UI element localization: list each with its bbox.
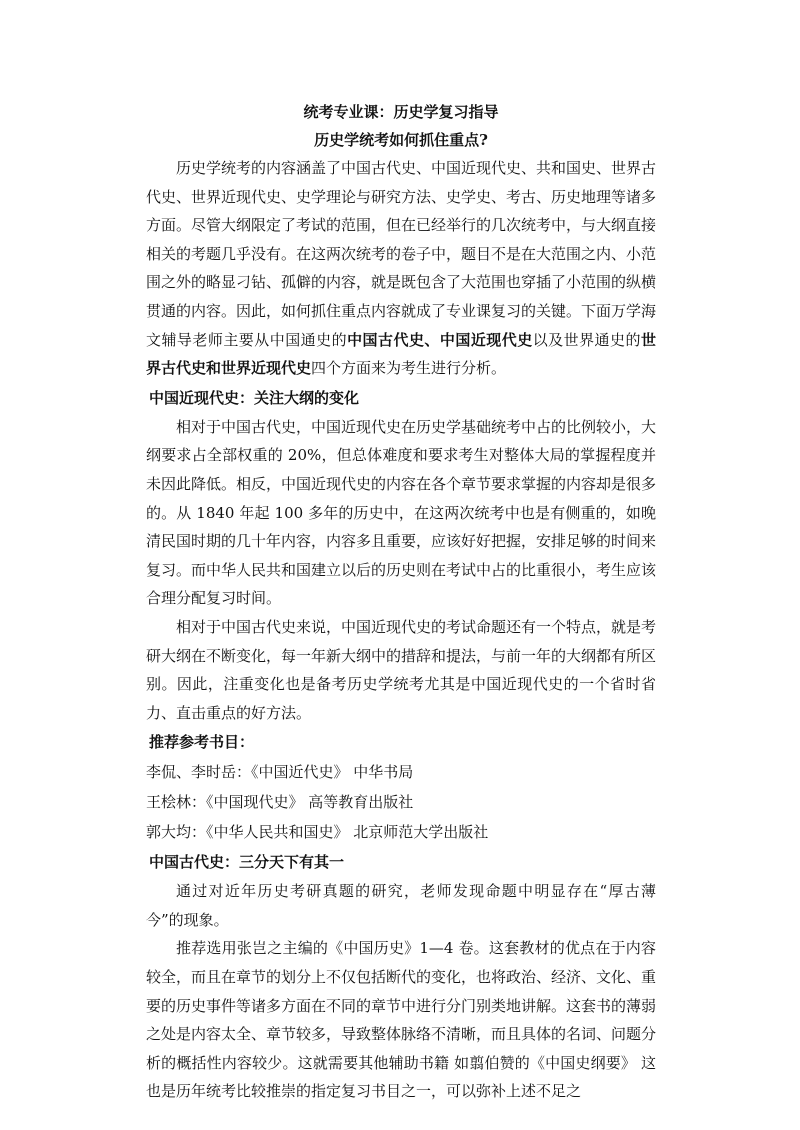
ancient-history-paragraph-1: 通过对近年历史考研真题的研究，老师发现命题中明显存在“厚古薄今”的现象。 xyxy=(146,882,656,929)
intro-bold-1: 中国古代史、中国近现代史 xyxy=(347,330,533,349)
document-title: 统考专业课：历史学复习指导 xyxy=(303,103,499,121)
book-list-item: 李侃、李时岳：《中国近代史》 中华书局 xyxy=(146,763,414,782)
book-list-item: 郭大均：《中华人民共和国史》 北京师范大学出版社 xyxy=(146,823,489,842)
recommended-books-heading: 推荐参考书目： xyxy=(149,733,255,752)
modern-history-paragraph-1: 相对于中国古代史，中国近现代史在历史学基础统考中占的比例较小，大纲要求占全部权重的 20%，但总体难度和要求考生对整体大局的掌握程度并未因此降低。相反，中国近现代史的内容在各个章节要求掌握的内容却是很多的。从 1840 年起 100 多年的历史中，在这两次统考中也是有侧重的，如晚清民国时期的几十年内容，内容多且重要，应该好好把握，安排足够的时间来复习。而中华人民共和国建立以后的历史则在考试中占的比重很小，考生应该合理分配复习时间。 xyxy=(146,417,657,608)
intro-text-3: 四个方面来为考生进行分析。 xyxy=(311,359,507,378)
ancient-history-paragraph-2: 推荐选用张岂之主编的《中国历史》1—4 卷。这套教材的优点在于内容较全，而且在章节的划分上不仅包括断代的变化，也将政治、经济、文化、重要的历史事件等诸多方面在不同的章节中进行分门别类地讲解。这套书的薄弱之处是内容太全、章节较多，导致整体脉络不清晰，而且具体的名词、问题分析的概括性内容较少。这就需要其他辅助书籍 如翦伯赞的《中国史纲要》 这也是历年统考比较推崇的指定复习书目之一，可以弥补上述不足之 xyxy=(146,939,657,1101)
section-heading-ancient-history: 中国古代史：三分天下有其一 xyxy=(149,853,345,872)
intro-paragraph xyxy=(146,154,656,383)
intro-text-1: 历史学统考的内容涵盖了中国古代史、中国近现代史、共和国史、世界古代史、世界近现代史、史学理论与研究方法、史学史、考古、历史地理等诸多方面。尽管大纲限定了考试的范围，但在已经举行的几次统考中，与大纲直接相关的考题几乎没有。在这两次统考的卷子中，题目不是在大范围之内、小范围之外的略显刁钻、孤僻的内容，就是既包含了大范围也穿插了小范围的纵横贯通的内容。因此，如何抓住重点内容就成了专业课复习的关键。下面万学海文辅导老师主要从中国通史的 xyxy=(146,159,657,349)
intro-text-2: 以及世界通史的 xyxy=(532,330,641,349)
document-subtitle: 历史学统考如何抓住重点? xyxy=(314,131,488,149)
modern-history-paragraph-2: 相对于中国古代史来说，中国近现代史的考试命题还有一个特点，就是考研大纲在不断变化，每一年新大纲中的措辞和提法，与前一年的大纲都有所区别。因此，注重变化也是备考历史学统考尤其是中国近现代史的一个省时省力、直击重点的好方法。 xyxy=(146,617,657,722)
book-list-item: 王桧林：《中国现代史》 高等教育出版社 xyxy=(146,793,414,812)
document-page xyxy=(146,98,656,1106)
section-heading-modern-history: 中国近现代史：关注大纲的变化 xyxy=(149,388,360,407)
intro-bold-2: 世界古代史和世界近现代史 xyxy=(146,330,656,378)
